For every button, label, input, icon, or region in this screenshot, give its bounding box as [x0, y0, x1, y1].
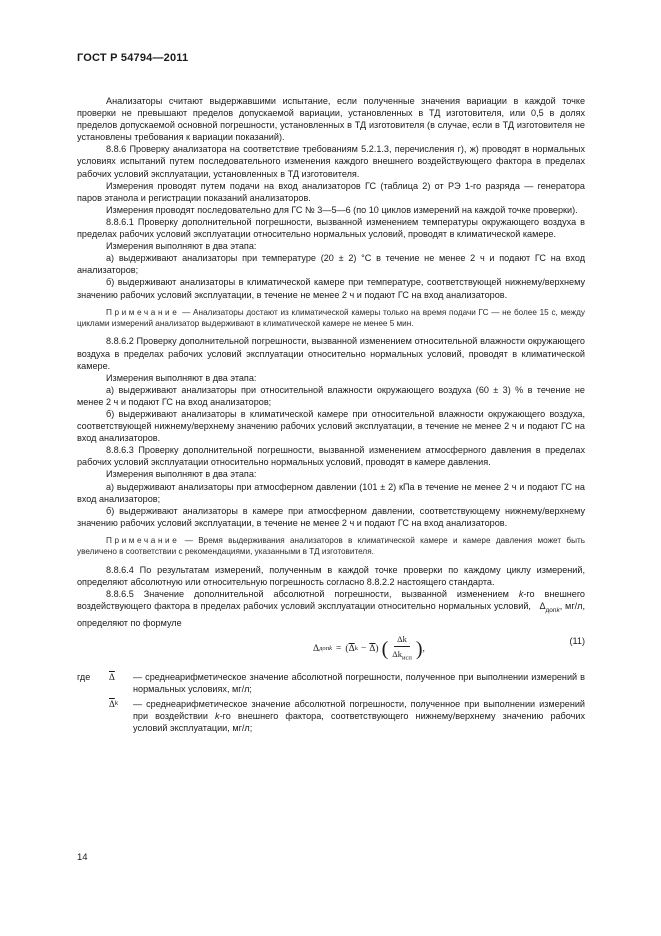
formula-comma: ,	[422, 643, 425, 654]
definitions	[77, 671, 585, 734]
text-run: — среднеарифметическое значение абсолютной погрешности, полученное при выполнении измерений при воздействии	[133, 699, 585, 722]
formula-11	[77, 633, 585, 661]
paragraph: Измерения выполняют в два этапа:	[106, 469, 257, 480]
formula-dk-sub: k	[354, 644, 358, 652]
fraction-denominator	[389, 647, 415, 665]
formula-mean-dk: $\overline{\Delta}$	[348, 643, 355, 654]
text-run: 8.8.6.5 Значение дополнительной абсолютной погрешности, вызванной изменением	[106, 588, 519, 599]
note-2	[77, 535, 585, 558]
text-run: , мг/л, определяют по формуле	[77, 601, 585, 628]
note-text: — Анализаторы достают из климатической камеры только на время подачи ГС — не более 15 с, между циклами измерений анализатор выдерживают в климатической камере не менее 5 мин.	[77, 307, 585, 328]
paragraph: Измерения проводят последовательно для ГС № 3—5—6 (по 10 циклов измерений на каждой точке проверки).	[106, 204, 578, 215]
formula-lhs-subk: k	[329, 644, 333, 652]
paragraph: а) выдерживают анализаторы при относительной влажности окружающего воздуха (60 ± 3) % в течение не менее 2 ч и подают ГС на вход анализаторов;	[77, 384, 585, 407]
def-symbol-sub: k	[114, 700, 119, 708]
formula-close-paren: )	[375, 643, 379, 654]
denominator-text: Δk	[392, 649, 402, 660]
note-label: Примечание	[106, 307, 180, 317]
paragraph: 8.8.6.4 По результатам измерений, полученным в каждой точке проверки по каждому циклу измерений, определяют абсолютную или относительную погрешность согласно 8.8.2.2 настоящего стандарта.	[77, 564, 585, 587]
definition-item	[77, 671, 585, 695]
formula-lhs-sub: доп	[319, 644, 330, 652]
formula-fraction	[389, 633, 415, 665]
variable-k: k	[518, 588, 524, 599]
note-1	[77, 307, 585, 330]
formula-lhs: Δ	[313, 643, 320, 654]
paragraph: 8.8.6 Проверку анализатора на соответствие требованиям 5.2.1.3, перечисления г), ж) проводят в нормальных условиях испытаний путем последовательного изменения каждого внешнего воздействующего фактора в пределах рабочих условий эксплуатации, установленных в ТД изготовителя.	[77, 144, 585, 179]
denominator-sub: исп	[401, 654, 412, 662]
def-symbol: $\overline{\Delta}$	[109, 672, 115, 682]
paragraph: 8.8.6.3 Проверку дополнительной погрешности, вызванной изменением атмосферного давления в пределах рабочих условий эксплуатации относительно нормальных условий, проводят в камере давления.	[77, 445, 585, 468]
formula-minus: −	[360, 643, 367, 654]
def-text	[133, 698, 585, 734]
formula-open-paren: (	[345, 643, 349, 654]
variable-k: k	[215, 711, 220, 722]
paragraph: Измерения выполняют в два этапа:	[106, 372, 257, 383]
formula-big-open-paren: (	[381, 637, 389, 660]
text-run: -го внешнего фактора, соответствующего нижнему/верхнему значению рабочих условий эксплуатации, мг/л;	[133, 711, 585, 734]
paragraph: 8.8.6.1 Проверку дополнительной погрешности, вызванной изменением температуры окружающего воздуха в пределах рабочих условий эксплуатации относительно нормальных условий, проводят в климатической камере.	[77, 216, 585, 240]
paragraph: Измерения выполняют в два этапа:	[106, 241, 257, 252]
formula-big-close-paren: )	[415, 637, 423, 660]
delta-symbol: Δ	[539, 601, 546, 611]
formula-expression	[313, 633, 425, 665]
equation-number: (11)	[569, 636, 585, 646]
paragraph: 8.8.6.2 Проверку дополнительной погрешности, вызванной изменением относительной влажности окружающего воздуха в пределах рабочих условий эксплуатации относительно нормальных условий, проводят в климатической камере.	[77, 336, 585, 371]
formula-equals: =	[336, 643, 342, 654]
subscript-k: k	[556, 606, 560, 614]
note-text: — Время выдерживания анализаторов в климатической камере и камере давления может быть увеличено в соответствии с рекомендациями, указанными в ТД изготовителя.	[77, 535, 585, 557]
where-label: где	[77, 672, 91, 682]
paragraph: Анализаторы считают выдержавшими испытание, если полученные значения вариации в каждой точке проверки не превышают пределов допускаемой вариации, установленных в ТД изготовителя, или 0,5 в долях пределов допускаемой основной погрешности, установленных в ТД изготовителя (в случае, если в ТД изготовителя не установлены требования к вариации показаний).	[77, 96, 585, 143]
page-number: 14	[77, 852, 88, 863]
fraction-numerator: Δk	[394, 633, 410, 647]
formula-mean-d: $\overline{\Delta}$	[369, 643, 376, 654]
page-body	[77, 95, 585, 734]
subscript: доп	[545, 606, 557, 614]
def-text: — среднеарифметическое значение абсолютной погрешности, полученное при выполнении измерений в нормальных условиях, мг/л;	[133, 672, 585, 695]
paragraph: а) выдерживают анализаторы при температуре (20 ± 2) °С в течение не менее 2 ч и подают ГС на вход анализаторов;	[77, 253, 585, 276]
paragraph: б) выдерживают анализаторы в климатической камере при температуре, соответствующей нижнему/верхнему значению рабочих условий эксплуатации, в течение не менее 2 ч и подают ГС на вход анализаторов.	[77, 277, 585, 300]
paragraph: б) выдерживают анализаторы в климатической камере при относительной влажности окружающего воздуха, соответствующей нижнему/верхнему значению рабочих условий эксплуатации, в течение не менее 2 ч и подают ГС на вход анализаторов.	[77, 408, 585, 444]
definition-item	[77, 698, 585, 734]
def-symbol: $\overline{\Delta}$	[109, 699, 115, 710]
paragraph: Измерения проводят путем подачи на вход анализаторов ГС (таблица 2) от РЭ 1-го разряда — генератора паров этанола и регистрации показаний анализаторов.	[77, 180, 585, 203]
paragraph: а) выдерживают анализаторы при атмосферном давлении (101 ± 2) кПа в течение не менее 2 ч и подают ГС на вход анализаторов;	[77, 481, 585, 504]
note-label: Примечание	[106, 535, 180, 545]
paragraph	[77, 588, 585, 629]
paragraph: б) выдерживают анализаторы в камере при атмосферном давлении, соответствующему нижнему/верхнему значению рабочих условий эксплуатации, в течение не менее 2 ч и подают ГС на вход анализаторов.	[77, 505, 585, 528]
document-header: ГОСТ Р 54794—2011	[77, 52, 189, 64]
text-run: -го внешнего воздействующего фактора в пределах рабочих условий эксплуатации относительно нормальных условий,	[77, 588, 585, 611]
